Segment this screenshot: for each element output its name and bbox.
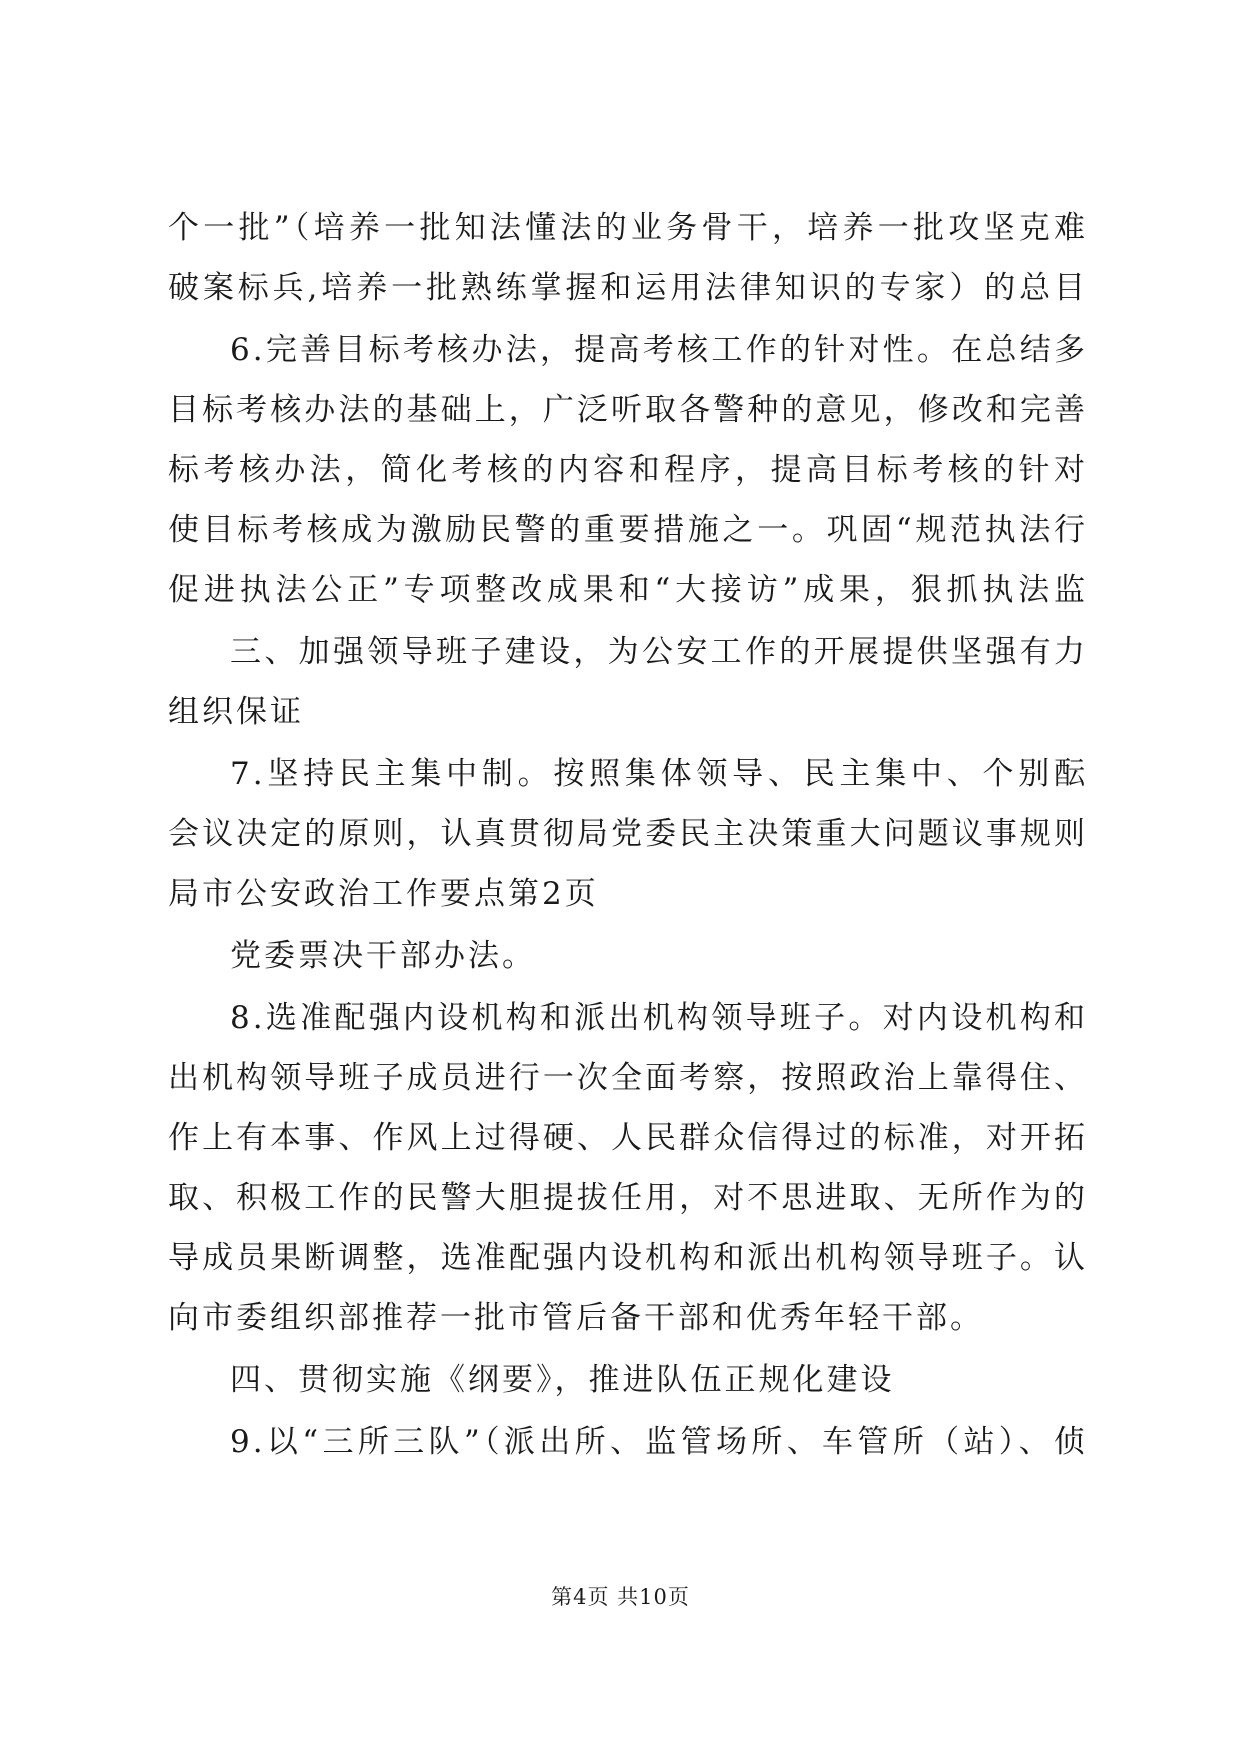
section-heading: 三、加强领导班子建设，为公安工作的开展提供坚强有力 <box>230 634 1088 670</box>
paragraph-heading: 6.完善目标考核办法，提高考核工作的针对性。在总结多 <box>230 332 1088 368</box>
text-line: 局市公安政治工作要点第2页 <box>168 876 599 912</box>
section-heading: 四、贯彻实施《纲要》，推进队伍正规化建设 <box>230 1362 895 1398</box>
text-line: 破案标兵,培养一批熟练掌握和运用法律知识的专家）的总目 <box>168 270 1088 306</box>
page-footer: 第4页 共10页 <box>551 1585 690 1609</box>
text-line: 个一批”（培养一批知法懂法的业务骨干，培养一批攻坚克难 <box>168 210 1088 246</box>
paragraph-heading: 8.选准配强内设机构和派出机构领导班子。对内设机构和 <box>230 1000 1088 1036</box>
text-line: 出机构领导班子成员进行一次全面考察，按照政治上靠得住、 <box>168 1060 1088 1096</box>
text-line: 促进执法公正”专项整改成果和“大接访”成果，狠抓执法监 <box>168 572 1088 608</box>
paragraph-heading: 7.坚持民主集中制。按照集体领导、民主集中、个别酝 <box>230 756 1088 792</box>
paragraph-heading: 9.以“三所三队”（派出所、监管场所、车管所（站）、侦 <box>230 1424 1088 1460</box>
text-line: 会议决定的原则，认真贯彻局党委民主决策重大问题议事规则 <box>168 816 1088 852</box>
text-line: 作上有本事、作风上过得硬、人民群众信得过的标准，对开拓 <box>168 1120 1088 1156</box>
text-line: 导成员果断调整，选准配强内设机构和派出机构领导班子。认 <box>168 1240 1088 1276</box>
text-line: 向市委组织部推荐一批市管后备干部和优秀年轻干部。 <box>168 1300 984 1336</box>
text-line: 党委票决干部办法。 <box>230 938 536 974</box>
text-line: 使目标考核成为激励民警的重要措施之一。巩固“规范执法行 <box>168 512 1088 548</box>
text-line: 目标考核办法的基础上，广泛听取各警种的意见，修改和完善 <box>168 392 1088 428</box>
text-line: 标考核办法，简化考核的内容和程序，提高目标考核的针对 <box>168 452 1088 488</box>
section-heading-continuation: 组织保证 <box>168 694 304 730</box>
text-line: 取、积极工作的民警大胆提拔任用，对不思进取、无所作为的 <box>168 1180 1088 1216</box>
